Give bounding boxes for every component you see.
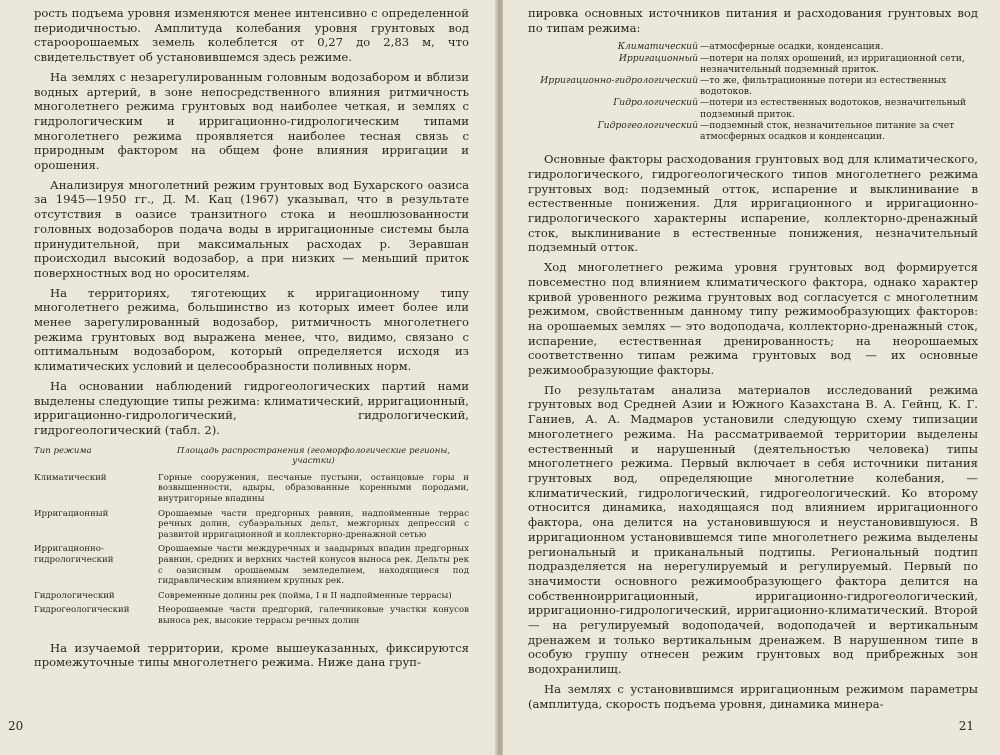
table-row	[34, 605, 469, 630]
right-page	[503, 0, 1000, 755]
legend-row	[528, 97, 978, 119]
legend-row	[528, 41, 978, 52]
legend-row	[528, 75, 978, 97]
legend-key: Ирригационный	[618, 52, 698, 64]
paragraph: На изучаемой территории, кроме вышеуказанных, фиксируются промежуточные типы многолетнего режима. Ниже дана груп-	[34, 640, 469, 670]
legend-key: Климатический	[617, 41, 698, 53]
legend-value: —потери на полях орошений, из ирригационной сети, незначительный подземный приток.	[700, 52, 965, 75]
sources-legend	[528, 41, 978, 142]
table-row	[34, 591, 469, 606]
table-cell-type: Гидрогеологический	[34, 605, 130, 616]
table-header-area: Площадь распространения (геоморфологические регионы, участки)	[176, 445, 451, 467]
paragraph: Основные факторы расходования грунтовых вод для климатического, гидрологического, гидрогеологического типов многолетнего режима грунтовых вод: подземный отток, испарение и выклинивание в естественные понижения. Для ирригационного и ирригационно-гидрологического характерны испарение, коллекторно-дренажный сток, выклинивание в естественные понижения, незначительный подземный отток.	[528, 152, 978, 255]
left-body	[34, 6, 469, 438]
table-cell-type: Климатический	[34, 472, 107, 483]
table-cell-area: Орошаемые части междуречных и заадырных впадин предгорных равнин, средних и верхних частей конусов выноса рек. Дельты рек с оазисным орошаемым земледелием, находящиеся под гидравлическим влиянием крупных рек.	[158, 544, 469, 587]
table-cell-type: Ирригационный	[34, 508, 109, 519]
paragraph: пировка основных источников питания и расходования грунтовых вод по типам режима:	[528, 6, 978, 35]
legend-key: Гидрогеологический	[597, 119, 698, 131]
paragraph: На землях с незарегулированным головным водозабором и вблизи водных артерий, в зоне непосредственного влияния ритмичность многолетнего режима грунтовых вод наиболее четкая, и землях с гидрологическим и ирригационно-гидрологическим типами многолетнего режима проявляется наиболее тесная связь с природным фактором на общем фоне влияния ирригации и орошения.	[34, 69, 469, 173]
table-cell-type: Ирригационно-гидрологический	[34, 544, 114, 566]
table-cell-area: Неорошаемые части предгорий, галечниковые участки конусов выноса рек, высокие террасы речных долин	[158, 605, 469, 626]
paragraph: Ход многолетнего режима уровня грунтовых вод формируется повсеместно под влиянием климатического фактора, однако характер кривой уровенного режима грунтовых вод согласуется с многолетним режимом, свойственным данному типу режимообразующих факторов: на орошаемых землях — это водоподача, коллекторно-дренажный сток, испарение, естественная дренированность; на неорошаемых соответственно типам режима грунтовых вод — их основные режимообразующие факторы.	[528, 260, 978, 378]
table-row	[34, 544, 469, 590]
table-row	[34, 473, 469, 509]
legend-value: —то же, фильтрационные потери из естественных водотоков.	[700, 75, 947, 98]
page-number: 20	[8, 719, 24, 733]
table-cell-area: Современные долины рек (пойма, I и II надпойменные террасы)	[158, 590, 452, 601]
legend-value: —подземный сток, незначительное питание за счет атмосферных осадков и конденсации.	[700, 119, 955, 143]
table-cell-type: Гидрологический	[34, 590, 115, 601]
page-number: 21	[958, 719, 974, 733]
table-row	[34, 509, 469, 545]
legend-value: —атмосферные осадки, конденсация.	[700, 41, 884, 53]
table-cell-area: Горные сооружения, песчаные пустыни, останцовые горы и возвышенности, адыры, образованные коренными породами, внутригорные впадины	[158, 472, 469, 505]
paragraph: По результатам анализа материалов исследований режима грунтовых вод Средней Азии и Южного Казахстана В. А. Гейнц, К. Г. Ганиев, А. А. Мадмаров установили следующую схему типизации многолетнего режима. На рассматриваемой территории выделены естественный и нарушенный (деятельностью человека) типы многолетнего режима. Первый включает в себя источники питания грунтовых вод, определяющие многолетние колебания, — климатический, гидрологический, гидрогеологический. Ко второму относится динамика, находящаяся под влиянием ирригационного фактора, она делится на установившуюся и неустановившуюся. В ирригационном установившемся типе многолетнего режима выделены региональный и приканальный подтипы. Региональный подтип подразделяется на нерегулируемый и регулируемый. Первый по значимости основного режимообразующего фактора делится на собственноирригационный, ирригационно-гидрогеологический, ирригационно-гидрологический, ирригационно-климатический. Второй — на регулируемый водоподачей, водоподачей и вертикальным дренажем и только вертикальным дренажем. В нарушенном типе в особую группу отнесен режим грунтовых вод прибрежных зон водохранилищ.	[528, 382, 978, 677]
paragraph: На основании наблюдений гидрогеологических партий нами выделены следующие типы режима: климатический, ирригационный, ирригационно-гидрологический, гидрологический, гидрогеологический (табл. 2).	[34, 378, 469, 437]
legend-key: Гидрологический	[613, 97, 698, 109]
legend-value: —потери из естественных водотоков, незначительный подземный приток.	[700, 97, 967, 120]
paragraph: На землях с установившимся ирригационным режимом параметры (амплитуда, скорость подъема уровня, динамика минера-	[528, 681, 978, 711]
legend-row	[528, 53, 978, 75]
regime-table	[34, 446, 469, 631]
table-cell-area: Орошаемые части предгорных равнин, надпойменные террас речных долин, субаэральных дельт, межгорных депрессий с развитой ирригационной и коллекторно-дренажной сетью	[158, 508, 469, 540]
paragraph: На территориях, тяготеющих к ирригационному типу многолетнего режима, большинство из которых имеет более или менее зарегулированный водозабор, ритмичность многолетнего режима грунтовых вод выражена менее, что, видимо, связано с оптимальным водозабором, который определяется исходя из климатических условий и целесообразности поливных норм.	[34, 285, 469, 374]
paragraph: рость подъема уровня изменяются менее интенсивно с определенной периодичностью. Амплитуда колебания уровня грунтовых вод староорошаемых земель колеблется от 0,27 до 2,83 м, что свидетельствует об установившемся здесь режиме.	[34, 6, 469, 65]
legend-key: Ирригационно-гидрологический	[540, 75, 698, 87]
table-header-type: Тип режима	[34, 445, 92, 456]
left-page	[0, 0, 497, 755]
table-header-row	[34, 446, 469, 473]
paragraph: Анализируя многолетний режим грунтовых вод Бухарского оазиса за 1945—1950 гг., Д. М. Кац (1967) указывал, что в результате отсутствия в оазисе транзитного стока и неошлюзованности головных водозаборов подача воды в ирригационные системы была принудительной, при максимальных расходах р. Зеравшан происходил высокий водозабор, а при низких — меньший приток поверхностных вод но оросителям.	[34, 177, 469, 280]
legend-row	[528, 120, 978, 142]
